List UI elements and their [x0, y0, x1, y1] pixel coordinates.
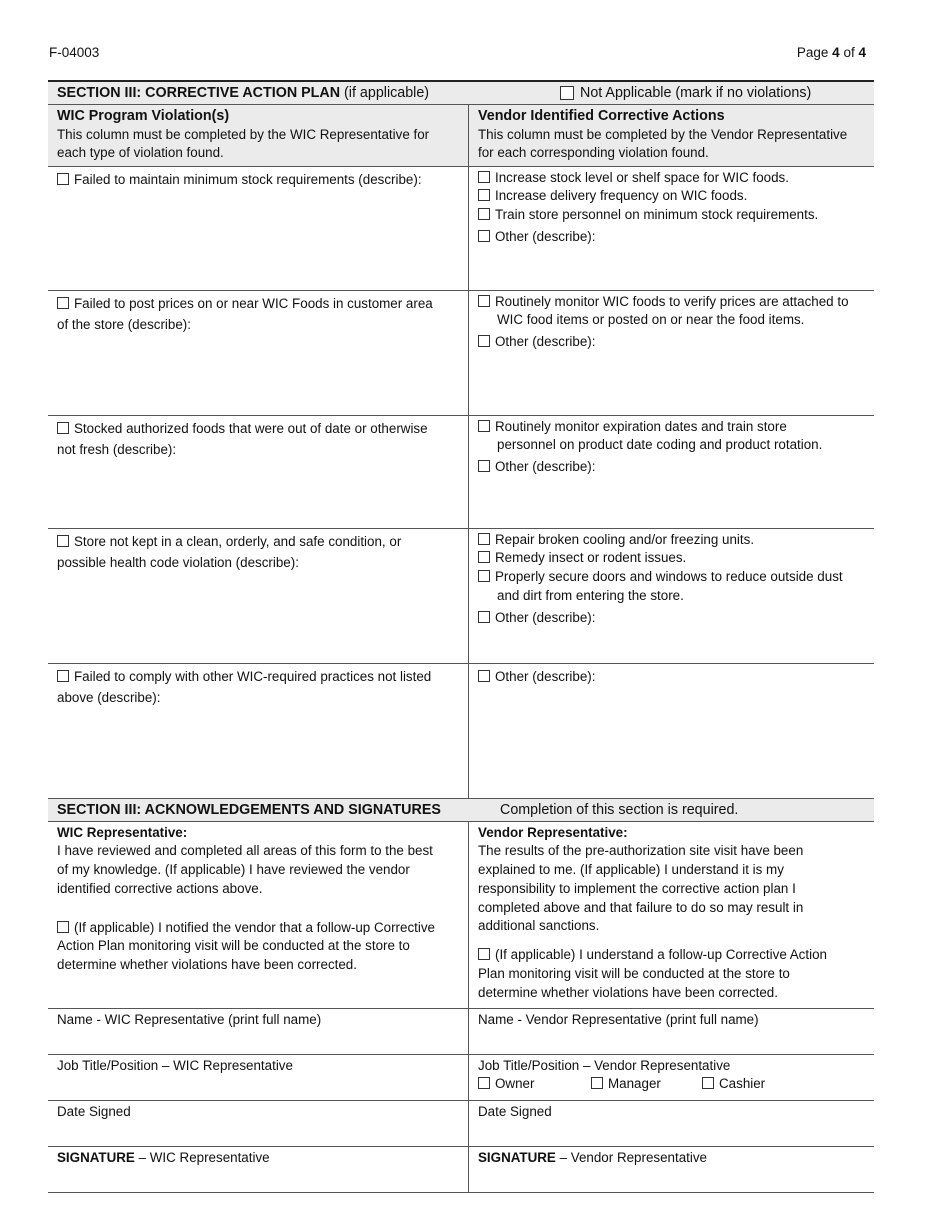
violation-stock-checkbox[interactable]	[57, 173, 69, 185]
wic-follow-up-2: Action Plan monitoring visit will be conducted at the store to	[57, 938, 410, 954]
option-cashier[interactable]: Cashier	[702, 1075, 765, 1093]
section-ack-header	[48, 798, 874, 822]
action-other[interactable]: Other (describe):	[478, 228, 868, 247]
job-vendor-field[interactable]	[469, 1055, 874, 1100]
name-wic-label: Name - WIC Representative (print full name)	[57, 1011, 322, 1027]
action-other[interactable]: Other (describe):	[478, 668, 868, 687]
job-title-row	[48, 1055, 874, 1101]
violation-prices-checkbox[interactable]	[57, 297, 69, 309]
wic-form	[48, 80, 874, 1193]
wic-follow-up-3: determine whether violations have been corrected.	[57, 957, 357, 973]
section-cap-header	[48, 80, 874, 105]
signature-wic-label: – WIC Representative	[138, 1149, 270, 1165]
action-other[interactable]: Other (describe):	[478, 333, 868, 352]
wic-rep-label: WIC Representative:	[57, 824, 188, 840]
violation-expired-checkbox[interactable]	[57, 422, 69, 434]
vendor-rep-label: Vendor Representative:	[478, 824, 628, 840]
not-applicable-checkbox[interactable]	[560, 86, 574, 100]
page-of: of	[843, 45, 855, 60]
violation-row-other	[48, 664, 874, 798]
wic-follow-up-checkbox[interactable]	[57, 921, 69, 933]
action-monitor-prices-cont: WIC food items or posted on or near the food items.	[497, 312, 805, 328]
column-headers	[48, 105, 874, 167]
actions-column-desc-2: for each corresponding violation found.	[478, 145, 709, 160]
action-monitor-expiration[interactable]: Routinely monitor expiration dates and train store	[478, 418, 868, 437]
section-cap-title: SECTION III: CORRECTIVE ACTION PLAN (if applicable)	[57, 85, 430, 101]
not-applicable-option[interactable]	[560, 85, 811, 101]
violation-stock[interactable]: Failed to maintain minimum stock requirements (describe):	[57, 169, 462, 190]
action-monitor-prices[interactable]: Routinely monitor WIC foods to verify prices are attached to	[478, 293, 868, 312]
section-ack-required: Completion of this section is required.	[500, 801, 739, 818]
page-prefix: Page	[796, 45, 829, 60]
violations-column-title: WIC Program Violation(s)	[57, 108, 230, 124]
form-id: F-04003	[49, 45, 100, 60]
violation-prices-cont: of the store (describe):	[57, 316, 191, 332]
violation-other-checkbox[interactable]	[57, 670, 69, 682]
vendor-ack-text-2: explained to me. (If applicable) I understand it is my	[478, 862, 784, 878]
violation-clean[interactable]: Store not kept in a clean, orderly, and safe condition, or	[57, 531, 462, 552]
vendor-follow-up-2: Plan monitoring visit will be conducted at the store to	[478, 966, 790, 982]
date-wic-field[interactable]	[48, 1101, 469, 1146]
name-wic-field[interactable]	[48, 1009, 469, 1054]
job-wic-label: Job Title/Position – WIC Representative	[57, 1057, 293, 1073]
vendor-ack-text-4: completed above and that failure to do so may result in	[478, 899, 804, 915]
violation-clean-cont: possible health code violation (describe):	[57, 554, 299, 570]
signature-vendor-bold: SIGNATURE	[478, 1149, 556, 1165]
vendor-follow-up-checkbox[interactable]	[478, 948, 490, 960]
date-wic-label: Date Signed	[57, 1103, 131, 1119]
action-other[interactable]: Other (describe):	[478, 458, 868, 477]
violation-clean-checkbox[interactable]	[57, 535, 69, 547]
date-row	[48, 1101, 874, 1147]
vendor-ack-text-1: The results of the pre-authorization site visit have been	[478, 843, 804, 859]
signature-row	[48, 1147, 874, 1193]
job-vendor-label: Job Title/Position – Vendor Representative	[478, 1057, 731, 1073]
violation-row-prices	[48, 291, 874, 416]
action-secure-doors-cont: and dirt from entering the store.	[497, 587, 684, 603]
action-remedy-insect[interactable]: Remedy insect or rodent issues.	[478, 549, 868, 568]
wic-ack-text-3: identified corrective actions above.	[57, 880, 263, 896]
page-current: 4	[832, 45, 840, 60]
violation-expired-cont: not fresh (describe):	[57, 441, 177, 457]
violation-row-clean	[48, 529, 874, 664]
actions-column-title: Vendor Identified Corrective Actions	[478, 108, 725, 124]
action-secure-doors[interactable]: Properly secure doors and windows to reduce outside dust	[478, 568, 868, 587]
wic-ack-text-1: I have reviewed and completed all areas of this form to the best	[57, 843, 433, 859]
name-vendor-label: Name - Vendor Representative (print full name)	[478, 1011, 759, 1027]
vendor-ack-text-5: additional sanctions.	[478, 918, 600, 934]
name-row	[48, 1009, 874, 1055]
action-train-stock[interactable]: Train store personnel on minimum stock requirements.	[478, 206, 868, 225]
date-vendor-label: Date Signed	[478, 1103, 552, 1119]
vendor-follow-up-3: determine whether violations have been corrected.	[478, 984, 778, 1000]
signature-vendor-field[interactable]	[469, 1147, 874, 1192]
wic-ack-text-2: of my knowledge. (If applicable) I have reviewed the vendor	[57, 862, 410, 878]
job-wic-field[interactable]	[48, 1055, 469, 1100]
violation-row-stock	[48, 167, 874, 291]
date-vendor-field[interactable]	[469, 1101, 874, 1146]
option-manager[interactable]: Manager	[591, 1075, 702, 1093]
violation-row-expired	[48, 416, 874, 529]
action-monitor-expiration-cont: personnel on product date coding and product rotation.	[497, 437, 823, 453]
violation-other[interactable]: Failed to comply with other WIC-required practices not listed	[57, 666, 462, 687]
ack-row	[48, 822, 874, 1009]
owner-checkbox[interactable]	[478, 1077, 490, 1089]
section-ack-title: SECTION III: ACKNOWLEDGEMENTS AND SIGNATURES	[57, 801, 441, 818]
signature-wic-bold: SIGNATURE	[57, 1149, 135, 1165]
manager-checkbox[interactable]	[591, 1077, 603, 1089]
vendor-ack-text-3: responsibility to implement the corrective action plan I	[478, 880, 796, 896]
actions-column-desc-1: This column must be completed by the Vendor Representative	[478, 126, 848, 142]
violations-column-desc-2: each type of violation found.	[57, 145, 224, 160]
signature-vendor-label: – Vendor Representative	[559, 1149, 708, 1165]
option-owner[interactable]: Owner	[478, 1075, 591, 1093]
action-delivery-frequency[interactable]: Increase delivery frequency on WIC foods.	[478, 187, 868, 206]
vendor-follow-up[interactable]: (If applicable) I understand a follow-up Corrective Action	[478, 946, 868, 965]
name-vendor-field[interactable]	[469, 1009, 874, 1054]
violation-expired[interactable]: Stocked authorized foods that were out of date or otherwise	[57, 418, 462, 439]
violation-prices[interactable]: Failed to post prices on or near WIC Foods in customer area	[57, 293, 462, 314]
action-stock-level[interactable]: Increase stock level or shelf space for WIC foods.	[478, 169, 868, 188]
signature-wic-field[interactable]	[48, 1147, 469, 1192]
cashier-checkbox[interactable]	[702, 1077, 714, 1089]
violations-column-desc-1: This column must be completed by the WIC Representative for	[57, 126, 430, 142]
page-number	[797, 45, 866, 60]
job-options	[478, 1075, 868, 1093]
page-total: 4	[858, 45, 866, 60]
wic-follow-up[interactable]: (If applicable) I notified the vendor that a follow-up Corrective	[57, 919, 462, 938]
action-repair-cooling[interactable]: Repair broken cooling and/or freezing units.	[478, 531, 868, 550]
violation-other-cont: above (describe):	[57, 689, 161, 705]
action-other[interactable]: Other (describe):	[478, 609, 868, 628]
not-applicable-label: Not Applicable (mark if no violations)	[580, 85, 812, 101]
